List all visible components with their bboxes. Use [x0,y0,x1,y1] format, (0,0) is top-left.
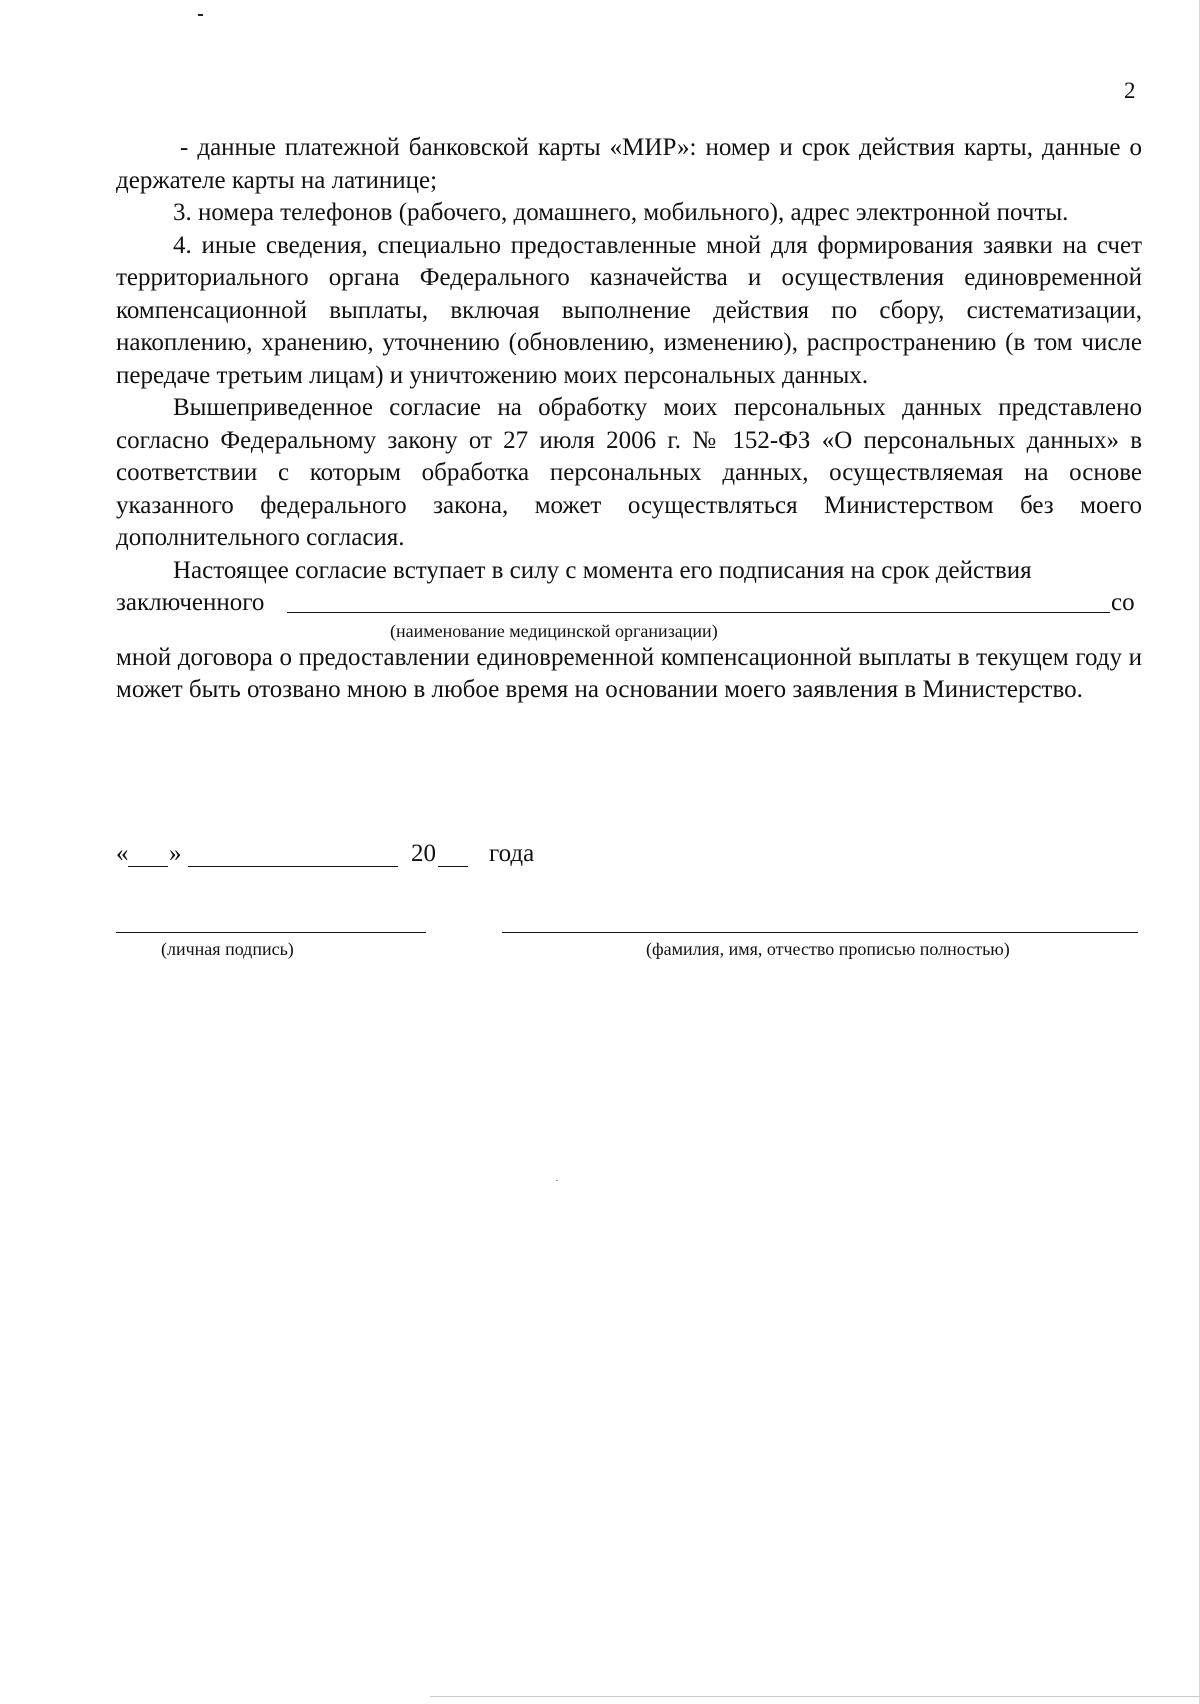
year-blank[interactable] [438,866,468,867]
item-3-phones-email: 3. номера телефонов (рабочего, домашнего, мобильного), адрес электронной почты. [173,199,1069,226]
page-edge-bottom [430,1696,1200,1697]
date-line [116,840,716,872]
full-name-caption: (фамилия, имя, отчество прописью полностью) [646,939,1010,959]
card-data-bullet: - данные платежной банковской карты «МИР»: номер и срок действия карты, данные о держателе карты на латинице; [116,134,1142,194]
year-prefix: 20 [411,840,436,867]
validity-end-text: мной договора о предоставлении единовременной компенсационной выплаты в текущем году и может быть отозвано мною в любое время на основании моего заявления в Министерство. [116,643,1142,703]
organization-name-blank[interactable] [287,612,1110,613]
month-blank[interactable] [188,866,398,867]
consent-legal-basis: Вышеприведенное согласие на обработку моих персональных данных представлено согласно Федеральному закону от 27 июля 2006 г. № 152-ФЗ «О персональных данных» в соответствии с которым обработка персональных данных, осуществляемая на основе указанного федерального закона, может осуществляться Министерством без моего дополнительного согласия. [116,394,1142,551]
contracted-label: заключенного [116,589,265,616]
personal-signature-line[interactable] [116,932,426,933]
scan-dot [556,1180,558,1181]
year-suffix: года [489,840,535,867]
contracted-suffix: со [1111,589,1135,616]
date-open-quote: « [116,840,129,867]
personal-signature-caption: (личная подпись) [161,939,294,959]
page-number: 2 [1124,78,1136,103]
organization-field-line [116,587,1142,620]
date-close-quote: » [169,840,182,867]
scan-speck [198,14,203,16]
item-4-other-data: 4. иные сведения, специально предоставленные мной для формирования заявки на счет территориального органа Федерального казначейства и осуществления единовременной компенсационной выплаты, включая выполнение действия по сбору, систематизации, накоплению, хранению, уточнению (обновлению, изменению), распространению (в том числе передаче третьим лицам) и уничтожению моих персональных данных. [116,231,1142,389]
document-body [116,132,1142,707]
validity-start-text: Настоящее согласие вступает в силу с момента его подписания на срок действия [173,556,1032,584]
day-blank[interactable] [128,866,168,867]
full-name-line[interactable] [502,932,1138,933]
organization-caption: (наименование медицинской организации) [390,620,718,641]
